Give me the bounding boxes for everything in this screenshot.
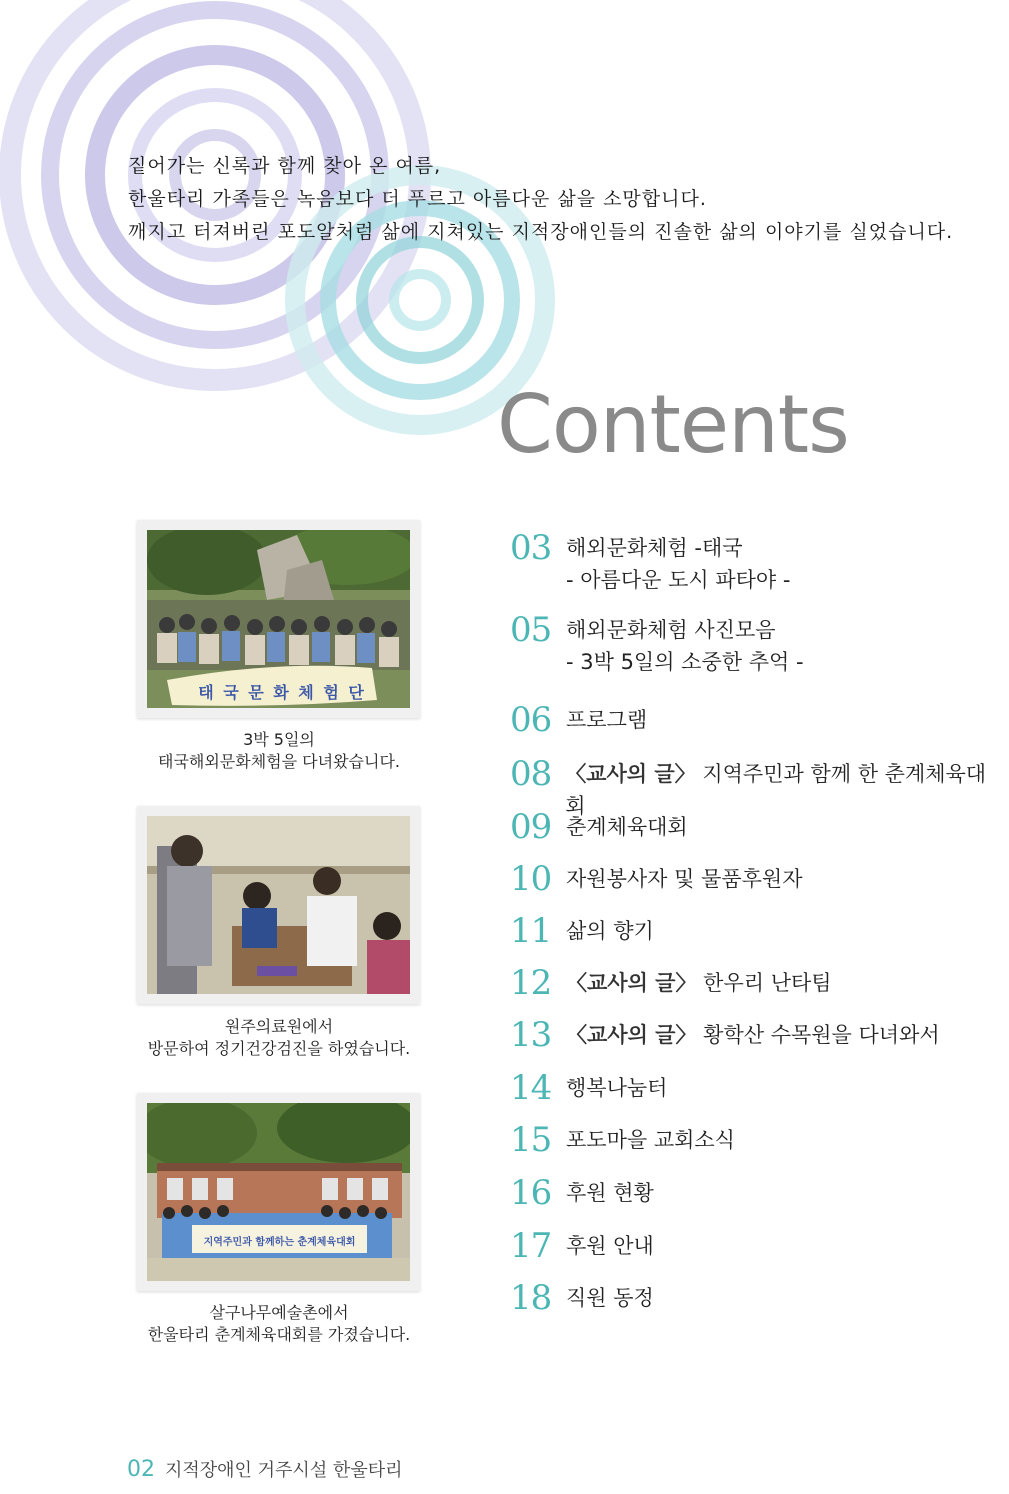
toc-page-number: 15 — [510, 1120, 552, 1160]
toc-entry[interactable] — [510, 1015, 940, 1055]
contents-title: Contents — [497, 378, 849, 471]
toc-entry[interactable] — [510, 1068, 667, 1108]
toc-entry[interactable] — [510, 1120, 735, 1160]
photo-medical-checkup — [137, 806, 420, 1004]
toc-tag: 〈교사의 글〉 — [566, 971, 697, 995]
toc-entry[interactable] — [510, 911, 654, 951]
photo-caption: 원주의료원에서 방문하여 정기건강검진을 하였습니다. — [147, 1017, 411, 1058]
toc-page-number: 11 — [510, 911, 552, 951]
toc-page-number: 16 — [510, 1173, 552, 1213]
toc-page-number: 08 — [510, 754, 552, 794]
photo-sports-day — [137, 1093, 420, 1291]
intro-text — [128, 150, 998, 249]
toc-page-number: 06 — [510, 700, 552, 740]
photo-banner-text: 태 국 문 화 체 험 단 — [198, 683, 366, 702]
intro-line-1: 짙어가는 신록과 함께 찾아 온 여름, — [128, 155, 442, 177]
toc-title: 직원 동정 — [566, 1286, 654, 1310]
toc-page-number: 13 — [510, 1015, 552, 1055]
toc-page-number: 12 — [510, 963, 552, 1003]
toc-page-number: 17 — [510, 1226, 552, 1266]
toc-page-number: 10 — [510, 859, 552, 899]
photo-caption: 살구나무예술촌에서 한울타리 춘계체육대회를 가졌습니다. — [147, 1303, 411, 1344]
toc-page-number: 14 — [510, 1068, 552, 1108]
toc-title: 자원봉사자 및 물품후원자 — [566, 867, 803, 891]
toc-title: 한우리 난타팀 — [703, 971, 832, 995]
toc-entry[interactable] — [510, 528, 790, 596]
toc-entry[interactable] — [510, 963, 832, 1003]
intro-line-3: 깨지고 터져버린 포도알처럼 삶에 지쳐있는 지적장애인들의 진솔한 삶의 이야기를 실었습니다. — [128, 221, 954, 243]
toc-tag: 〈교사의 글〉 — [566, 1023, 697, 1047]
photo-banner-text: 지역주민과 함께하는 춘계체육대회 — [203, 1237, 356, 1248]
toc-subtitle: - 아름다운 도시 파타야 - — [566, 568, 791, 592]
toc-entry[interactable] — [510, 1226, 654, 1266]
toc-entry[interactable] — [510, 610, 804, 678]
toc-title: 행복나눔터 — [566, 1076, 668, 1100]
toc-title: 해외문화체험 사진모음 — [566, 618, 776, 642]
toc-page-number: 09 — [510, 807, 552, 847]
intro-line-2: 한울타리 가족들은 녹음보다 더 푸르고 아름다운 삶을 소망합니다. — [128, 188, 707, 210]
toc-title: 프로그램 — [566, 708, 648, 732]
toc-entry[interactable] — [510, 700, 647, 740]
page-footer — [127, 1456, 403, 1482]
toc-entry[interactable] — [510, 1278, 654, 1318]
toc-title: 지역주민과 함께 한 춘계체육대회 — [565, 762, 987, 818]
toc-title: 황학산 수목원을 다녀와서 — [703, 1023, 940, 1047]
toc-page-number: 05 — [510, 610, 552, 650]
toc-entry[interactable] — [510, 807, 688, 847]
photo-thailand-trip — [137, 520, 420, 718]
page-number: 02 — [127, 1457, 155, 1482]
toc-title: 후원 안내 — [566, 1234, 654, 1258]
toc-title: 해외문화체험 -태국 — [566, 536, 743, 560]
toc-tag: 〈교사의 글〉 — [565, 762, 696, 786]
toc-subtitle: - 3박 5일의 소중한 추억 - — [566, 650, 804, 674]
photo-caption: 3박 5일의 태국해외문화체험을 다녀왔습니다. — [157, 730, 400, 771]
toc-page-number: 18 — [510, 1278, 552, 1318]
toc-title: 후원 현황 — [566, 1181, 654, 1205]
publication-title: 지적장애인 거주시설 한울타리 — [165, 1460, 403, 1481]
toc-entry[interactable] — [510, 859, 803, 899]
toc-title: 춘계체육대회 — [566, 815, 688, 839]
toc-title: 삶의 향기 — [566, 919, 654, 943]
toc-page-number: 03 — [510, 528, 552, 568]
toc-entry[interactable] — [510, 1173, 654, 1213]
toc-title: 포도마을 교회소식 — [566, 1128, 735, 1152]
